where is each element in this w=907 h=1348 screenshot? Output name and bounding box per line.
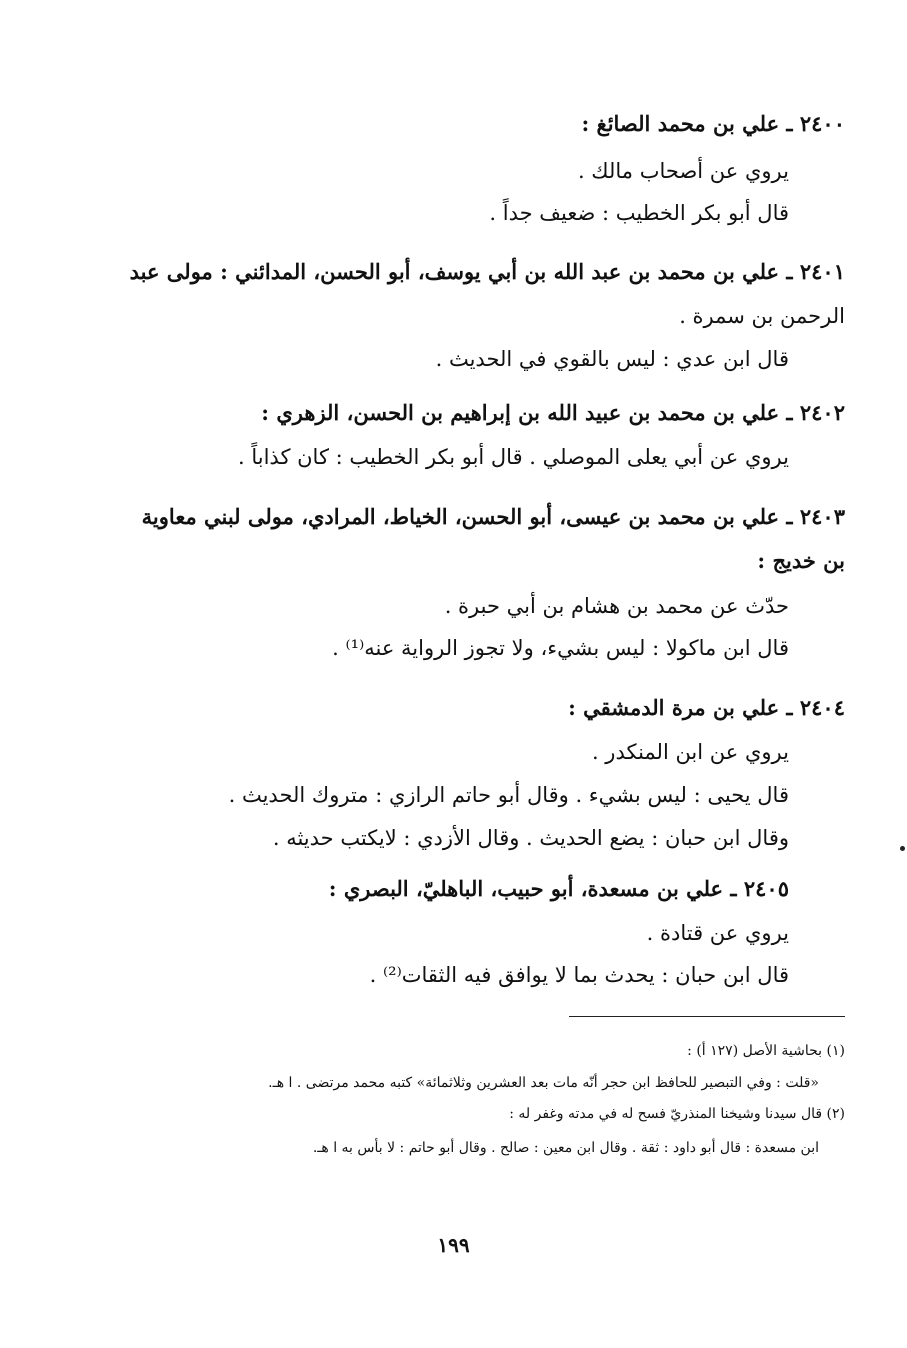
entry-2404-heading: ٢٤٠٤ ـ علي بن مرة الدمشقي : [568,695,845,720]
margin-mark [900,846,905,851]
entry-2404-line-3: وقال ابن حبان : يضع الحديث . وقال الأزدي : لايكتب حديثه . [272,826,789,850]
entry-2400-heading: ٢٤٠٠ ـ علي بن محمد الصائغ : [581,111,845,136]
entry-2405-line-2: قال ابن حبان : يحدث بما لا يوافق فيه الثقات⁽²⁾ . [369,963,789,987]
footnote-2: (٢) قال سيدنا وشيخنا المنذريّ فسح له في مدته وغفر له : [509,1106,845,1122]
entry-2400-line-1: يروي عن أصحاب مالك . [577,159,789,183]
footnote-1: (١) بحاشية الأصل (١٢٧ أ) : [687,1043,845,1059]
entry-2400-line-2: قال أبو بكر الخطيب : ضعيف جداً . [489,201,789,225]
entry-2405-line-1: يروي عن قتادة . [646,921,789,945]
entry-2402-heading: ٢٤٠٢ ـ علي بن محمد بن عبيد الله بن إبراهيم بن الحسن، الزهري : [261,400,845,425]
entry-2405-heading: ٢٤٠٥ ـ علي بن مسعدة، أبو حبيب، الباهليّ، البصري : [328,876,789,901]
entry-2401-heading: ٢٤٠١ ـ علي بن محمد بن عبد الله بن أبي يوسف، أبو الحسن، المدائني : مولى عبد [129,259,845,284]
entry-2401-line-1: قال ابن عدي : ليس بالقوي في الحديث . [435,347,789,371]
page-number: ١٩٩ [437,1233,470,1257]
entry-2403-line-1: حدّث عن محمد بن هشام بن أبي حبرة . [444,594,789,618]
entry-2402-line-1: يروي عن أبي يعلى الموصلي . قال أبو بكر الخطيب : كان كذاباً . [238,445,789,469]
entry-2403-line-2: قال ابن ماكولا : ليس بشيء، ولا تجوز الرواية عنه⁽¹⁾ . [332,636,789,660]
entry-2404-line-1: يروي عن ابن المنكدر . [591,740,789,764]
footnote-divider [569,1016,845,1017]
footnote-2-text: ابن مسعدة : قال أبو داود : ثقة . وقال ابن معين : صالح . وقال أبو حاتم : لا بأس به ا هـ. [312,1140,819,1156]
entry-2403-heading: ٢٤٠٣ ـ علي بن محمد بن عيسى، أبو الحسن، الخياط، المرادي، مولى لبني معاوية [141,504,845,529]
entry-2401-heading-cont: الرحمن بن سمرة . [679,304,845,328]
entry-2403-heading-cont: بن خديج : [757,548,845,573]
footnote-1-text: «قلت : وفي التبصير للحافظ ابن حجر أنّه مات بعد العشرين وثلاثمائة» كتبه محمد مرتضى . ا هـ. [268,1075,819,1091]
entry-2404-line-2: قال يحيى : ليس بشيء . وقال أبو حاتم الرازي : متروك الحديث . [228,783,789,807]
